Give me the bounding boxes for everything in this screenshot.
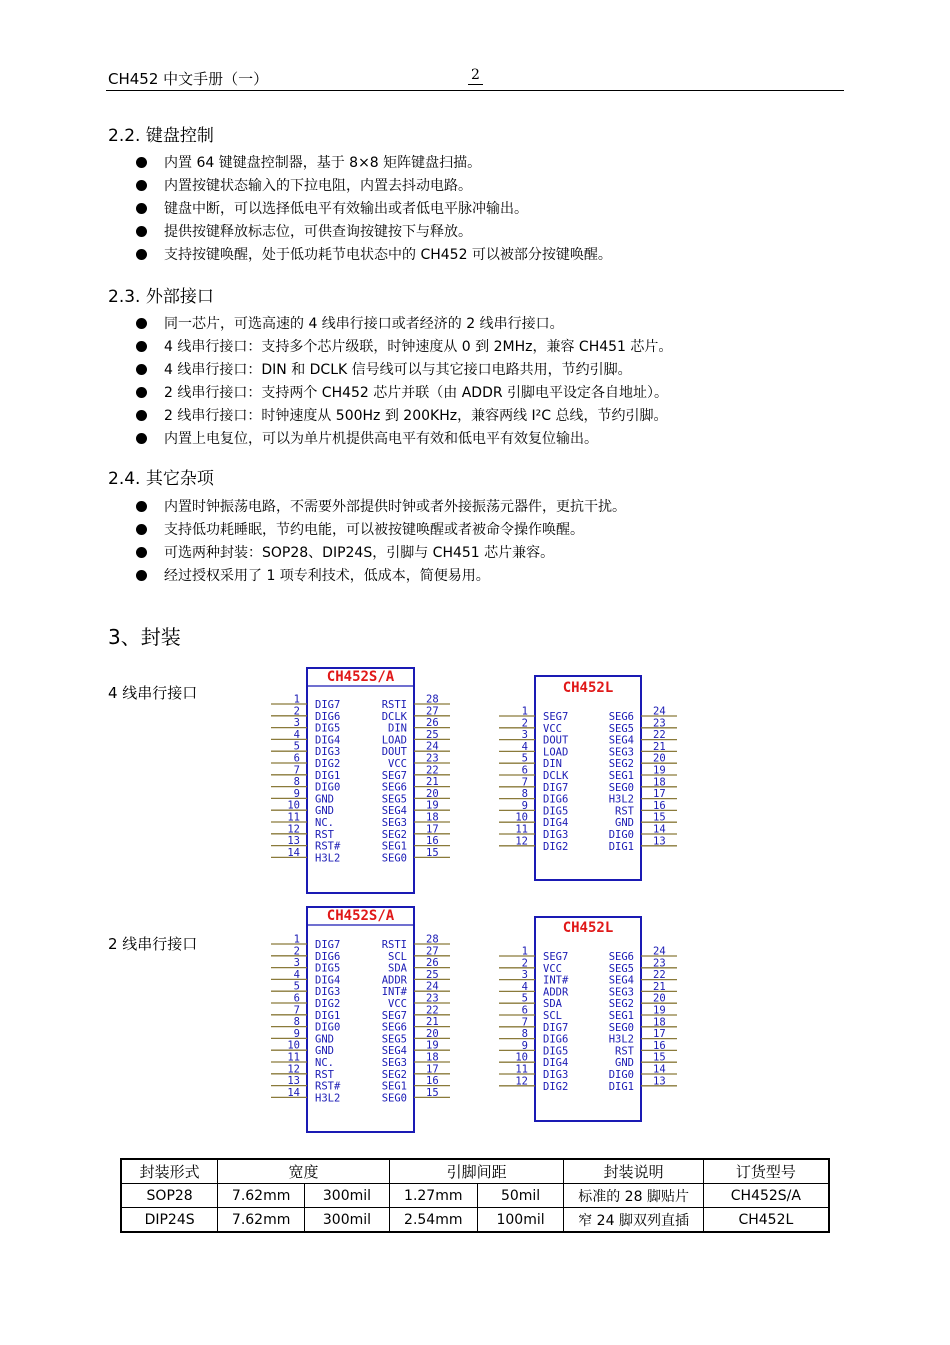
pin-label: SEG2 [608, 758, 634, 771]
pin-number: 18 [653, 776, 666, 789]
pin-number: 14 [653, 823, 666, 836]
pin-label: DIG4 [315, 734, 341, 747]
pin-number: 20 [426, 787, 439, 800]
pin-label: NC. [315, 1057, 334, 1069]
pin-label: DIN [388, 722, 407, 735]
pin-number: 16 [426, 1075, 439, 1088]
list-item: 键盘中断，可以选择低电平有效输出或者低电平脉冲输出。 [136, 198, 612, 221]
table-cell: CH452S/A [703, 1184, 829, 1208]
pin-label: SEG7 [543, 951, 569, 963]
pin-number: 9 [521, 1039, 528, 1052]
list-item: 提供按键释放标志位，可供查询按键按下与释放。 [136, 221, 612, 244]
pin-number: 16 [653, 1039, 666, 1052]
pin-number: 8 [521, 788, 528, 801]
pin-number: 28 [426, 933, 439, 946]
list-item: 内置上电复位，可以为单片机提供高电平有效和低电平有效复位输出。 [136, 428, 672, 451]
pin-label: VCC [543, 722, 562, 735]
pin-label: SEG1 [608, 770, 634, 782]
pin-label: SEG4 [608, 734, 634, 747]
pin-number: 11 [287, 1051, 300, 1064]
pin-number: 8 [293, 1016, 300, 1029]
pin-number: 17 [653, 788, 666, 801]
pin-label: SEG2 [381, 1068, 407, 1081]
table-cell: 300mil [305, 1184, 390, 1208]
pin-number: 9 [521, 799, 528, 812]
pin-number: 27 [426, 705, 439, 718]
pin-label: DIG4 [543, 1057, 569, 1070]
pin-number: 12 [515, 1075, 528, 1088]
pin-label: RST# [315, 1080, 341, 1093]
table-cell: 300mil [305, 1208, 390, 1233]
pin-label: DIG7 [543, 781, 569, 794]
table-cell: 1.27mm [389, 1184, 477, 1208]
pin-label: SEG3 [608, 986, 634, 999]
section-heading-2-2: 2.2. 键盘控制 [108, 126, 214, 146]
pin-label: SEG4 [381, 1045, 407, 1058]
header-pitch: 引脚间距 [389, 1159, 564, 1184]
pin-number: 18 [426, 1051, 439, 1064]
pin-number: 13 [653, 835, 666, 848]
pin-number: 2 [293, 705, 300, 718]
pin-label: GND [315, 793, 334, 806]
pin-label: DIG6 [315, 950, 341, 963]
pin-label: SCL [543, 1010, 562, 1022]
pin-label: GND [315, 805, 334, 818]
pin-label: LOAD [543, 746, 569, 759]
pin-label: DIN [543, 758, 562, 771]
pin-number: 19 [426, 799, 439, 812]
pin-label: NC. [315, 817, 334, 829]
pin-number: 20 [653, 752, 666, 765]
list-item: 支持低功耗睡眠，节约电能，可以被按键唤醒或者被命令操作唤醒。 [136, 519, 626, 542]
pin-number: 1 [521, 705, 528, 718]
pin-number: 26 [426, 957, 439, 970]
pin-number: 19 [653, 1004, 666, 1017]
pin-number: 13 [287, 835, 300, 848]
pin-number: 13 [287, 1075, 300, 1088]
table-row [121, 1208, 829, 1233]
pin-number: 11 [515, 823, 528, 836]
pin-number: 1 [293, 693, 300, 706]
pin-number: 15 [653, 811, 666, 824]
pin-label: SEG6 [381, 781, 407, 794]
pin-number: 1 [521, 945, 528, 958]
pin-label: SEG4 [608, 974, 634, 987]
list-item: 内置时钟振荡电路，不需要外部提供时钟或者外接振荡元器件，更抗干扰。 [136, 496, 626, 519]
pin-label: INT# [543, 974, 569, 987]
list-item: 内置 64 键键盘控制器，基于 8×8 矩阵键盘扫描。 [136, 152, 612, 175]
pin-number: 5 [293, 740, 300, 753]
pin-number: 3 [521, 969, 528, 982]
pin-number: 11 [287, 811, 300, 824]
pin-label: DIG1 [315, 1009, 341, 1022]
pin-label: DIG5 [543, 805, 569, 818]
pin-number: 14 [653, 1063, 666, 1076]
pin-number: 10 [287, 1039, 300, 1052]
pin-label: DIG6 [315, 710, 341, 723]
list-item: 内置按键状态输入的下拉电阻，内置去抖动电路。 [136, 175, 612, 198]
pin-label: VCC [388, 758, 407, 770]
chip-title: CH452L [562, 680, 614, 696]
list-item: 支持按键唤醒，处于低功耗节电状态中的 CH452 可以被部分按键唤醒。 [136, 244, 612, 267]
pin-number: 20 [426, 1027, 439, 1040]
header-description: 封装说明 [564, 1159, 703, 1184]
pin-label: DIG2 [315, 758, 341, 770]
pin-number: 5 [521, 752, 528, 765]
pin-label: LOAD [381, 734, 407, 747]
pin-label: GND [615, 817, 634, 830]
pin-label: SEG1 [608, 1010, 634, 1022]
pin-number: 18 [426, 811, 439, 824]
pin-number: 15 [426, 1086, 439, 1099]
pin-number: 27 [426, 945, 439, 958]
pin-label: DIG4 [315, 974, 341, 987]
pin-number: 12 [287, 823, 300, 836]
pin-label: GND [315, 1033, 334, 1046]
pin-label: RSTI [381, 939, 407, 951]
table-cell: SOP28 [121, 1184, 218, 1208]
pin-label: SCL [388, 950, 407, 963]
pin-label: SEG3 [381, 817, 407, 829]
pin-label: DCLK [543, 770, 569, 782]
pin-label: H3L2 [608, 1033, 634, 1046]
pin-label: ADDR [381, 974, 407, 987]
pin-number: 23 [426, 752, 439, 765]
pin-number: 12 [287, 1063, 300, 1076]
pin-number: 17 [653, 1028, 666, 1041]
pin-number: 23 [653, 957, 666, 970]
pin-label: SEG0 [381, 852, 407, 865]
pin-number: 24 [426, 740, 439, 753]
pin-label: DCLK [381, 710, 407, 723]
pin-number: 11 [515, 1063, 528, 1076]
pin-label: DIG6 [543, 1033, 569, 1046]
pin-number: 22 [653, 729, 666, 742]
pin-number: 3 [293, 957, 300, 970]
pin-label: VCC [543, 962, 562, 975]
list-item: 4 线串行接口：支持多个芯片级联，时钟速度从 0 到 2MHz，兼容 CH451 芯片。 [136, 336, 672, 359]
header-width: 宽度 [218, 1159, 390, 1184]
pin-label: DIG7 [315, 939, 341, 951]
pin-label: SEG3 [381, 1057, 407, 1069]
pin-label: DIG1 [608, 1080, 634, 1093]
pin-number: 26 [426, 717, 439, 730]
pin-label: DIG7 [315, 699, 341, 711]
pin-number: 24 [653, 705, 666, 718]
pin-label: SEG5 [381, 793, 407, 806]
pin-number: 22 [426, 1004, 439, 1017]
pin-label: SDA [543, 998, 562, 1011]
pin-number: 7 [293, 1004, 300, 1017]
pin-number: 7 [521, 776, 528, 789]
pin-number: 21 [426, 776, 439, 789]
table-cell: DIP24S [121, 1208, 218, 1233]
chip-title: CH452S/A [326, 669, 395, 685]
pin-label: DIG2 [543, 1080, 569, 1093]
pin-label: RST [315, 828, 334, 841]
table-cell: 7.62mm [218, 1208, 305, 1233]
list-item: 4 线串行接口：DIN 和 DCLK 信号线可以与其它接口电路共用，节约引脚。 [136, 359, 672, 382]
pin-number: 12 [515, 835, 528, 848]
chip-title: CH452L [562, 920, 614, 936]
pin-number: 23 [653, 717, 666, 730]
page-number: 2 [468, 66, 483, 85]
pin-number: 6 [293, 752, 300, 765]
pin-number: 5 [293, 980, 300, 993]
pin-number: 5 [521, 992, 528, 1005]
pin-label: DIG3 [315, 746, 341, 759]
section-heading-2-3: 2.3. 外部接口 [108, 287, 214, 307]
table-row [121, 1184, 829, 1208]
pin-number: 21 [426, 1016, 439, 1029]
pin-number: 13 [653, 1075, 666, 1088]
pin-number: 19 [426, 1039, 439, 1052]
pin-label: DIG2 [315, 998, 341, 1010]
pin-label: RST [615, 1045, 634, 1058]
pin-label: SEG5 [608, 722, 634, 735]
pin-number: 2 [521, 957, 528, 970]
pin-number: 4 [521, 740, 528, 753]
pin-label: DIG1 [608, 840, 634, 853]
pin-number: 17 [426, 823, 439, 836]
pin-label: SEG1 [381, 1080, 407, 1093]
pin-label: GND [615, 1057, 634, 1070]
pin-label: DIG2 [543, 840, 569, 853]
pin-number: 23 [426, 992, 439, 1005]
pin-number: 14 [287, 846, 300, 859]
pin-label: RSTI [381, 699, 407, 711]
list-item: 可选两种封装：SOP28、DIP24S，引脚与 CH451 芯片兼容。 [136, 542, 626, 565]
header-package: 封装形式 [121, 1159, 218, 1184]
pin-label: SEG6 [608, 711, 634, 723]
pin-label: SDA [388, 962, 407, 975]
section-heading-3: 3、封装 [108, 625, 181, 649]
table-cell: 100mil [477, 1208, 564, 1233]
pin-label: RST [315, 1068, 334, 1081]
pin-label: DOUT [543, 734, 569, 747]
pin-label: DIG0 [608, 829, 634, 841]
pin-label: VCC [388, 998, 407, 1010]
pin-number: 21 [653, 980, 666, 993]
pin-label: DIG7 [543, 1021, 569, 1034]
pin-label: RST# [315, 840, 341, 853]
pin-label: SEG5 [381, 1033, 407, 1046]
pin-label: DIG3 [543, 829, 569, 841]
pin-number: 8 [293, 776, 300, 789]
header-title: CH452 中文手册（一） [108, 70, 269, 88]
pin-label: DIG4 [543, 817, 569, 830]
pin-label: SEG7 [381, 1009, 407, 1022]
pin-label: DIG6 [543, 793, 569, 806]
pin-label: DOUT [381, 746, 407, 759]
pin-number: 20 [653, 992, 666, 1005]
pin-label: DIG3 [315, 986, 341, 999]
pin-label: H3L2 [315, 852, 341, 865]
label-4-wire: 4 线串行接口 [108, 684, 198, 702]
pin-number: 24 [426, 980, 439, 993]
table-cell: CH452L [703, 1208, 829, 1233]
pin-label: SEG7 [543, 711, 569, 723]
list-item: 2 线串行接口：支持两个 CH452 芯片并联（由 ADDR 引脚电平设定各自地址）。 [136, 382, 672, 405]
list-item: 2 线串行接口：时钟速度从 500Hz 到 200KHz，兼容两线 I²C 总线，节约引脚。 [136, 405, 672, 428]
pin-label: SEG0 [608, 1021, 634, 1034]
list-item: 经过授权采用了 1 项专利技术，低成本，简便易用。 [136, 565, 626, 588]
pin-number: 4 [293, 728, 300, 741]
header-order-model: 订货型号 [703, 1159, 829, 1184]
pin-label: GND [315, 1045, 334, 1058]
pin-number: 28 [426, 693, 439, 706]
pin-label: SEG4 [381, 805, 407, 818]
pin-number: 9 [293, 1027, 300, 1040]
chip-title: CH452S/A [326, 908, 395, 924]
table-cell: 50mil [477, 1184, 564, 1208]
pin-number: 2 [521, 717, 528, 730]
table-cell: 窄 24 脚双列直插 [564, 1208, 703, 1233]
pin-label: H3L2 [608, 793, 634, 806]
pin-number: 22 [653, 969, 666, 982]
pin-number: 18 [653, 1016, 666, 1029]
pin-number: 7 [293, 764, 300, 777]
pin-label: SEG2 [608, 998, 634, 1011]
pin-label: ADDR [543, 986, 569, 999]
pin-number: 16 [426, 835, 439, 848]
pin-number: 6 [521, 764, 528, 777]
pin-number: 3 [521, 729, 528, 742]
table-cell: 7.62mm [218, 1184, 305, 1208]
pin-number: 10 [515, 1051, 528, 1064]
pin-number: 3 [293, 717, 300, 730]
pin-number: 25 [426, 728, 439, 741]
pin-label: SEG2 [381, 828, 407, 841]
pin-label: RST [615, 805, 634, 818]
pin-number: 10 [287, 799, 300, 812]
list-item: 同一芯片，可选高速的 4 线串行接口或者经济的 2 线串行接口。 [136, 313, 672, 336]
package-table [120, 1158, 830, 1233]
pin-label: SEG0 [608, 781, 634, 794]
pin-label: SEG6 [608, 951, 634, 963]
pin-number: 4 [293, 968, 300, 981]
pin-label: SEG3 [608, 746, 634, 759]
pin-number: 15 [653, 1051, 666, 1064]
label-2-wire: 2 线串行接口 [108, 935, 198, 953]
pin-label: DIG3 [543, 1069, 569, 1081]
pin-label: DIG5 [315, 962, 341, 975]
pin-number: 19 [653, 764, 666, 777]
pin-number: 1 [293, 933, 300, 946]
table-cell: 2.54mm [389, 1208, 477, 1233]
pin-number: 7 [521, 1016, 528, 1029]
pin-number: 22 [426, 764, 439, 777]
pin-number: 16 [653, 799, 666, 812]
pin-label: SEG1 [381, 840, 407, 853]
pin-number: 6 [293, 992, 300, 1005]
pin-number: 9 [293, 787, 300, 800]
pin-number: 10 [515, 811, 528, 824]
pin-number: 6 [521, 1004, 528, 1017]
pin-number: 21 [653, 740, 666, 753]
pin-number: 14 [287, 1086, 300, 1099]
pin-label: DIG5 [315, 722, 341, 735]
pin-label: DIG0 [608, 1069, 634, 1081]
pin-label: SEG0 [381, 1092, 407, 1105]
pin-number: 25 [426, 968, 439, 981]
pin-label: SEG7 [381, 769, 407, 782]
pin-number: 24 [653, 945, 666, 958]
table-header-row [121, 1159, 829, 1184]
pin-label: DIG0 [315, 781, 341, 794]
pin-label: H3L2 [315, 1092, 341, 1105]
pin-number: 15 [426, 846, 439, 859]
pin-label: DIG0 [315, 1021, 341, 1034]
pin-label: INT# [381, 986, 407, 999]
section-heading-2-4: 2.4. 其它杂项 [108, 469, 214, 489]
pin-number: 4 [521, 980, 528, 993]
pin-number: 2 [293, 945, 300, 958]
pin-number: 17 [426, 1063, 439, 1076]
pin-label: SEG6 [381, 1021, 407, 1034]
pin-label: DIG1 [315, 769, 341, 782]
pin-label: DIG5 [543, 1045, 569, 1058]
table-cell: 标准的 28 脚贴片 [564, 1184, 703, 1208]
pin-number: 8 [521, 1028, 528, 1041]
pin-label: SEG5 [608, 962, 634, 975]
